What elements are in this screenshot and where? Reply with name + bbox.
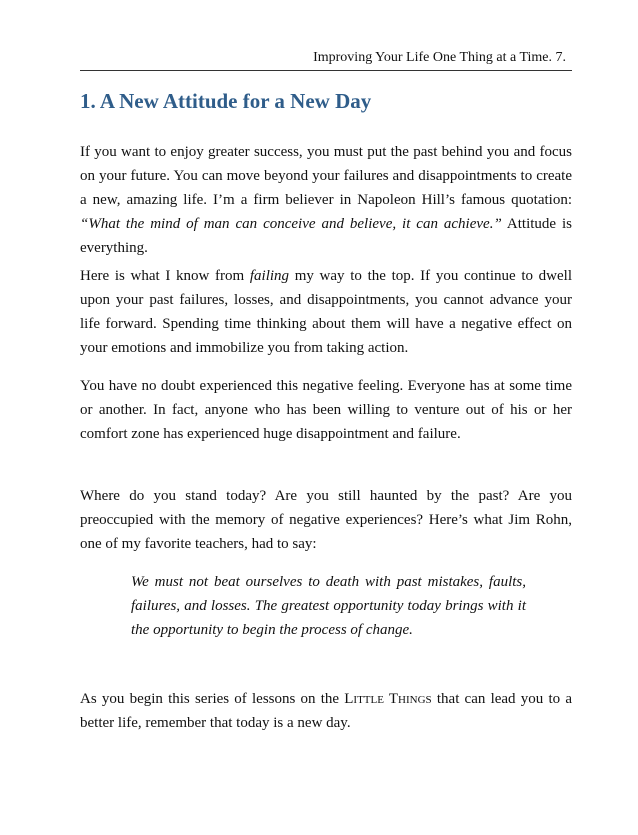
paragraph-5-text-a: As you begin this series of lessons on the — [80, 691, 345, 707]
little-things-smallcaps: Little Things — [344, 691, 432, 707]
paragraph-2-emphasis: failing — [249, 268, 290, 284]
paragraph-1-text-a: If you want to enjoy greater success, you must put the past behind you and focus on your future. You can move beyond your failures and disappointments to create a new, amazing life. I’m a firm believer in Napoleon Hill’s famous quotation: — [80, 144, 572, 208]
napoleon-hill-quotation: “What the mind of man can conceive and believe, it can achieve.” — [80, 216, 502, 232]
paragraph-1-text-b: Attitude is everything. — [80, 216, 572, 256]
paragraph-1 — [80, 140, 572, 260]
running-header-title: Improving Your Life One Thing at a Time. 7. — [313, 50, 566, 65]
paragraph-3: You have no doubt experienced this negative feeling. Everyone has at some time or another. In fact, anyone who has been willing to venture out of his or her comfort zone has experienced huge disappointment and failure. — [80, 378, 572, 442]
paragraph-2-text-a: Here is what I know from — [80, 268, 250, 284]
paragraph-2 — [80, 264, 572, 360]
paragraph-5-text-b: that can lead you to a better life, remember that today is a new day. — [80, 691, 572, 731]
paragraph-5 — [80, 687, 572, 735]
chapter-title: 1. A New Attitude for a New Day — [80, 89, 372, 113]
jim-rohn-block-quote: We must not beat ourselves to death with past mistakes, faults, failures, and losses. The greatest opportunity today brings with it the opportunity to begin the process of change. — [131, 574, 526, 638]
paragraph-4: Where do you stand today? Are you still haunted by the past? Are you preoccupied with the memory of negative experiences? Here’s what Jim Rohn, one of my favorite teachers, had to say: — [80, 488, 572, 552]
paragraph-2-text-b: my way to the top. If you continue to dwell upon your past failures, losses, and disappointments, you cannot advance your life forward. Spending time thinking about them will have a negative effect on your emotions and immobilize you from taking action. — [80, 268, 572, 356]
page-header — [80, 50, 572, 71]
